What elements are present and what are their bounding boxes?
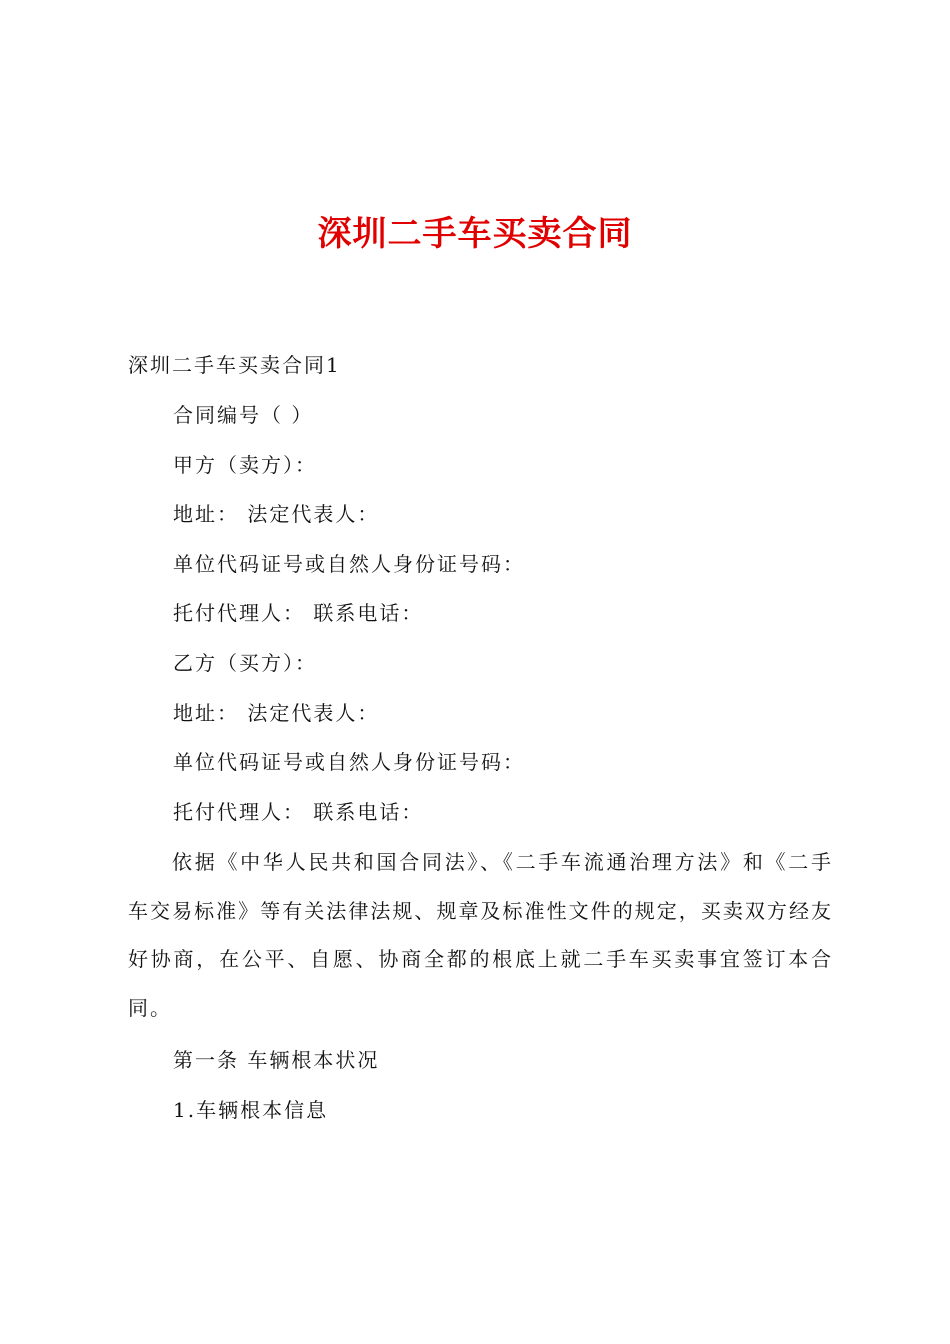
- vehicle-info-heading: 1.车辆根本信息: [173, 1098, 329, 1122]
- party-b-address-line: 地址： 法定代表人：: [173, 701, 380, 725]
- contract-preamble-paragraph: 依据《中华人民共和国合同法》、《二手车流通治理方法》和《二手车交易标准》等有关法律法规、规章及标准性文件的规定，买卖双方经友好协商，在公平、自愿、协商全都的根底上就二手车买卖事宜签订本合同。: [128, 850, 833, 1020]
- party-a-address-line: 地址： 法定代表人：: [173, 502, 380, 526]
- article-one-heading: 第一条 车辆根本状况: [173, 1048, 380, 1072]
- party-a-agent-line: 托付代理人： 联系电话：: [173, 601, 424, 625]
- party-b-id-line: 单位代码证号或自然人身份证号码：: [173, 750, 525, 774]
- contract-subtitle: 深圳二手车买卖合同1: [128, 353, 341, 377]
- document-title: 深圳二手车买卖合同: [317, 214, 633, 254]
- party-a-id-line: 单位代码证号或自然人身份证号码：: [173, 552, 525, 576]
- party-b-agent-line: 托付代理人： 联系电话：: [173, 800, 424, 824]
- party-b-line: 乙方（买方）：: [173, 651, 317, 675]
- party-a-line: 甲方（卖方）：: [173, 453, 317, 477]
- contract-number-line: 合同编号（ ）: [173, 403, 314, 427]
